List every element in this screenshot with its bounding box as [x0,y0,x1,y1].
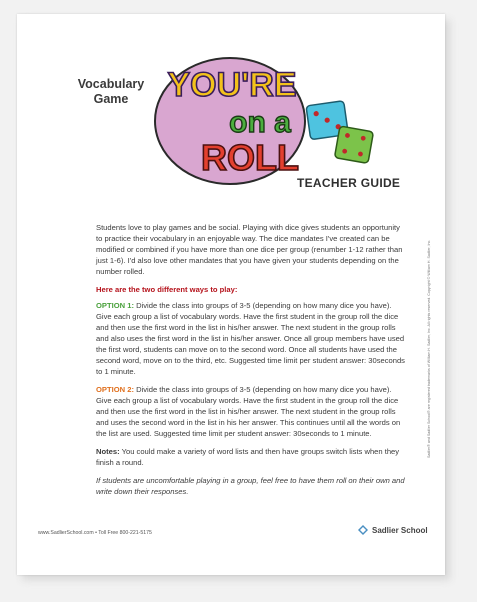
footer-contact: www.SadlierSchool.com • Toll Free 800-221-5175 [38,530,152,536]
sadlier-brand-name: Sadlier School [372,525,428,535]
logo-line-1: YOU'RE [167,66,297,104]
option-1-text: Divide the class into groups of 3-5 (depending on how many dice you have). Give each group a list of vocabulary words. Have the first student in the group roll the dice and then use the first word in the list in his/her answer. The next student in the group rolls and also uses the first word in the list in his/her answer. Once all group members have used the first word, students can move on to the second word. Once all students have used the second word, move on to the third, etc. Suggested time limit per student answer: 30seconds to 1 minute. [96,301,405,376]
option-2-paragraph [96,384,406,439]
teacher-guide-title: TEACHER GUIDE [297,176,401,190]
guide-body [96,222,406,504]
sadlier-mark-icon [358,525,368,535]
notes-text: You could make a variety of word lists and then have groups switch lists when they finish a round. [96,447,400,467]
intro-paragraph: Students love to play games and be social. Playing with dice gives students an opportunity to practice their vocabulary in an enjoyable way. The dice mandates I've created can be modified or combined if you have more than one dice per group (renumber 1-12 rather than just 1-6). I'd also love other mandates that you have given your students depending on the number rolled. [96,223,403,276]
ways-heading: Here are the two different ways to play: [96,285,238,294]
sadlier-school-logo [358,525,428,535]
vocabulary-game-label [66,77,156,107]
vocab-line-2: Game [93,92,129,106]
vocab-line-1: Vocabulary [77,77,145,91]
notes-paragraph [96,446,406,468]
side-copyright-note [424,210,432,460]
side-copyright-text: Sadlier® and Sadlier School® are registered trademarks of William H. Sadlier, Inc. All rights reserved. Copyright © William H. Sadlier, Inc. [427,239,431,458]
option-2-label: OPTION 2: [96,385,134,394]
italic-note: If students are uncomfortable playing in a group, feel free to have them roll on their own and write down their responses. [96,476,405,496]
option-1-paragraph [96,300,406,377]
green-die-icon [334,126,373,163]
option-1-label: OPTION 1: [96,301,134,310]
notes-label: Notes: [96,447,120,456]
option-2-text: Divide the class into groups of 3-5 (depending on how many dice you have). Give each group a list of vocabulary words. Have the first student in the group roll the dice and then use the first word in the list in his/her answer. The next student in the group rolls and uses the second word in the list in his her answer. This continues until all the words on the list are used. Suggested time limit per student answer: 30seconds to 1 minute. [96,385,401,438]
youre-on-a-roll-logo [150,46,380,186]
logo-line-2: on a [229,106,291,139]
logo-line-3: ROLL [201,137,299,178]
